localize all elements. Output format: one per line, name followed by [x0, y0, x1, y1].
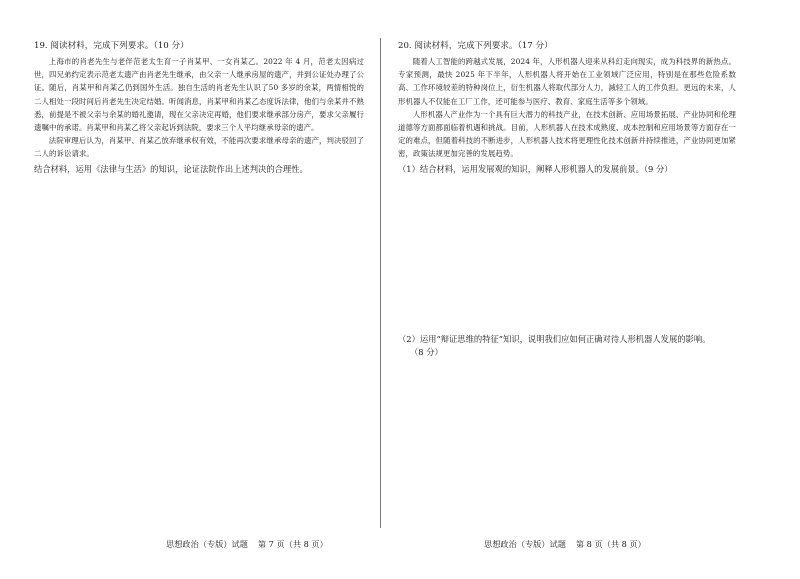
question-19-material-paragraph-1: 上海市的肖老先生与老伴范老太生育一子肖某甲、一女肖某乙。2022 年 4 月，范老太因病过世，四兄弟约定表示范老太遗产由肖老先生继承，由父亲一人继承房屋的遗产，并到公证处办理了公证。随后，肖某甲和肖某乙仍到国外生活。独自生活的肖老先生认识了50 多岁的余某，两情相悦的二人相处一段时间后肖老先生决定结婚。听闻消息，肖某甲和肖某乙态度诉法律，他们与余某并不熟悉，前提是不被父亲与余某的婚礼邀请，现在父亲决定再婚，他们要求继承部分房产，要求父亲履行遗嘱中的承诺。肖某甲和肖某乙将父亲起诉到法院，要求三个人平均继承母亲的遗产。: [34, 57, 364, 133]
question-20-subtask-2-points: （8 分）: [410, 347, 443, 357]
footer-exam-title: 思想政治（专版）试题: [166, 539, 248, 549]
question-20: [398, 40, 736, 357]
question-19-task: 结合材料，运用《法律与生活》的知识，论证法院作出上述判决的合理性。: [34, 163, 308, 174]
question-20-material-paragraph-1: 随着人工智能的跨越式发展，2024 年，人形机器人迎来从科幻走向现实，成为科技界的新热点。专家预测，最快 2025 年下半年，人形机器人将开始在工业领域广泛应用，特别是在那些危险系数高、工作环境较差的特种岗位上，衍生机器人将取代部分人力，減轻工人的工作负担。更远的未来，人形机器人不仅能在工厂工作，还可能参与医疗、教育、家庭生活等多个领域。: [398, 57, 736, 106]
question-20-subtask-2: [398, 333, 736, 359]
question-20-subtask-1: （1）结合材料，运用发展观的知识，阐释人形机器人的发展前景。（9 分）: [398, 163, 673, 174]
footer-page-7: [166, 539, 328, 550]
question-19-heading: 19. 阅读材料，完成下列要求。（10 分）: [34, 41, 189, 51]
column-divider: [380, 38, 381, 528]
question-19-material-paragraph-2: 法院审理后认为，肖某甲、肖某乙放弃继承权有效，不能再次要求继承母亲的遗产，判决驳回了二人的诉讼请求。: [34, 136, 364, 159]
footer-page-number: 第 7 页（共 8 页）: [257, 539, 328, 549]
question-20-heading: 20. 阅读材料，完成下列要求。（17 分）: [398, 41, 553, 51]
question-19: [34, 40, 364, 176]
footer-page-8: [484, 539, 646, 550]
footer-page-number: 第 8 页（共 8 页）: [575, 539, 646, 549]
question-20-subtask-2-text: （2）运用“辩证思维的特征”知识，说明我们应如何正确对待人形机器人发展的影响。: [398, 334, 711, 344]
footer-exam-title: 思想政治（专版）试题: [484, 539, 566, 549]
question-20-material-paragraph-2: 人形机器人产业作为一个具有巨大潜力的科技产业，在技术创新、应用场景拓展、产业协同和伦理道德等方面都面临着机遇和挑战。目前，人形机器人在技术成熟度、成本控制和应用场景等方面存在一定的难点，但随着科技的不断进步，人形机器人技术将更理性化技术创新并持续推进，产业协同更加紧密，政策法规更加完善的发展趋势。: [398, 109, 736, 159]
